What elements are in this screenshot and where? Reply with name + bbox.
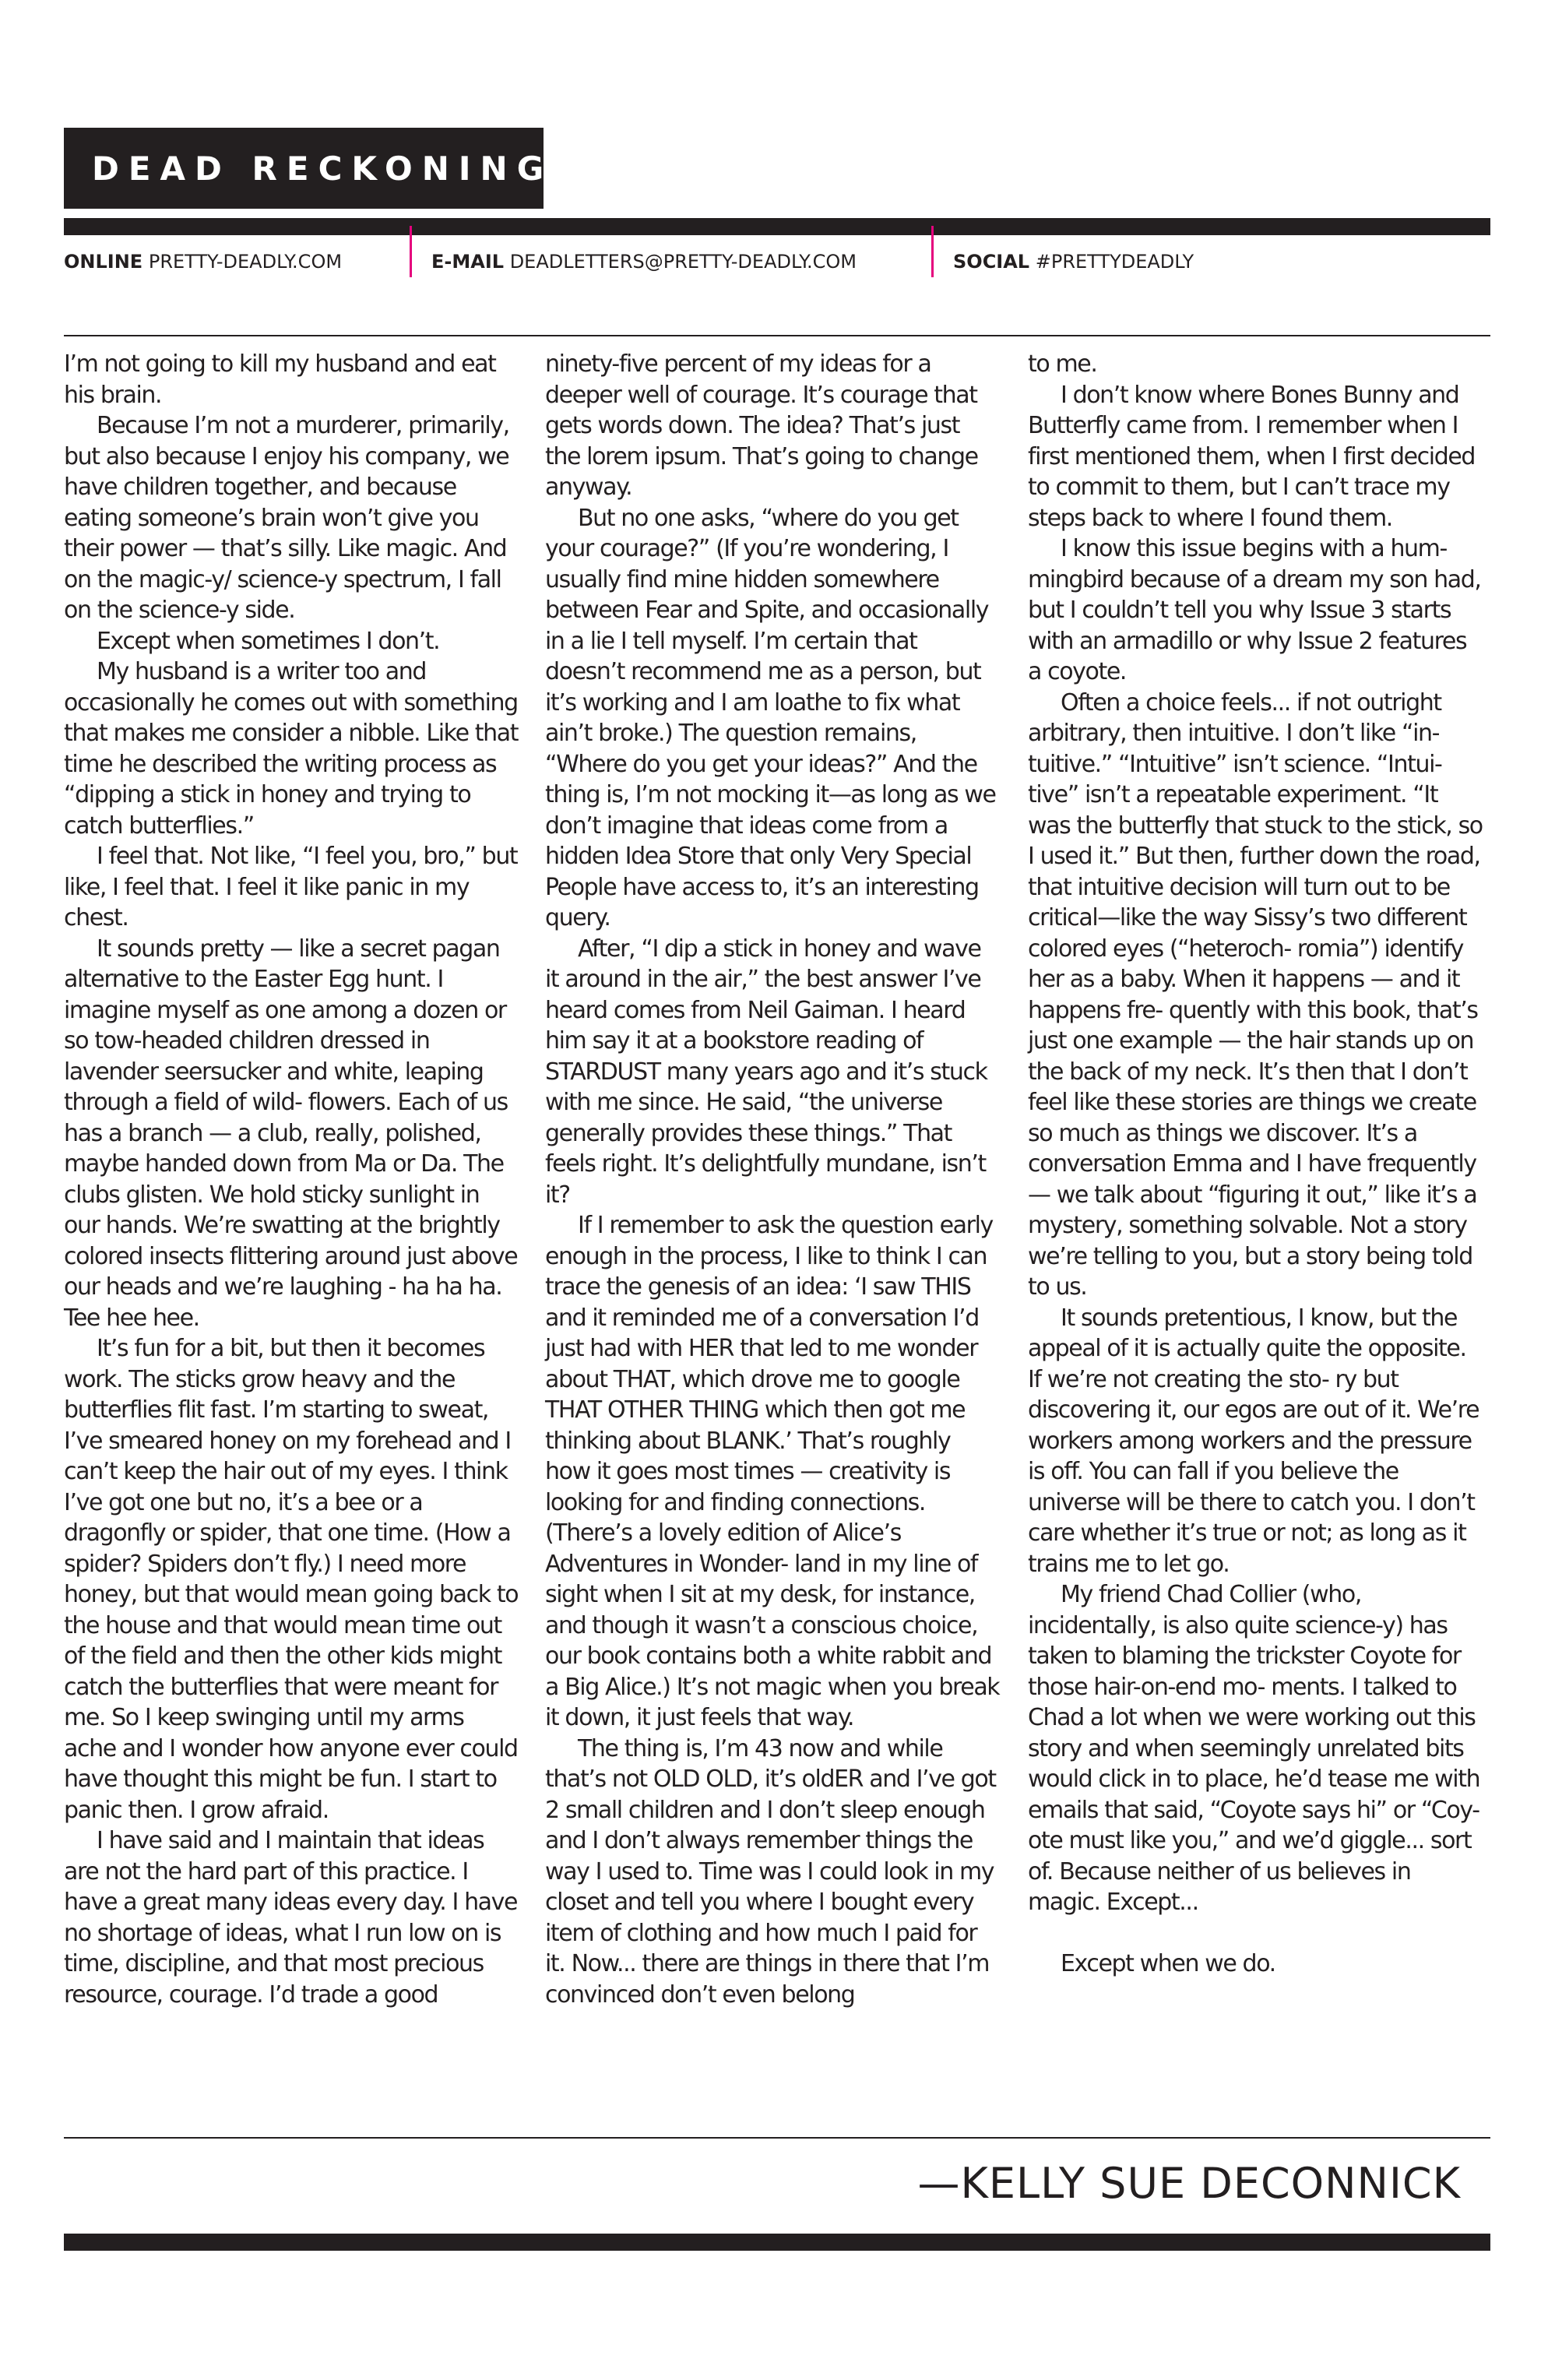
paragraph: Often a choice feels... if not outright arbitrary, then intuitive. I don’t like “in- tuitive.” “Intuitive” isn’t science. “Intui- tive” isn’t a repeatable experiment. “It was the butterfly that stuck to the stick, so I used it.” But then, further down the road, that intuitive decision will turn out to be critical—like the way Sissy’s two different colored eyes (“heteroch- romia”) identify her as a baby. When it happens — and it happens fre- quently with this book, that’s just one example — the hair stands up on the back of my neck. It’s then that I don’t feel like these stories are things we create so much as things we discover. It’s a conversation Emma and I have frequently — we talk about “figuring it out,” like it’s a mystery, something solvable. Not a story we’re telling to you, but a story being told to us.: [1028, 688, 1483, 1301]
paragraph: I have said and I maintain that ideas are not the hard part of this practice. I have a great many ideas every day. I have no shortage of ideas, what I run low on is time, discipline, and that most precious resource, courage. I’d trade a good: [64, 1827, 518, 2009]
paragraph: Except when we do.: [1061, 1950, 1275, 1977]
article-column-1: [64, 349, 519, 2010]
paragraph: I know this issue begins with a hum- mingbird because of a dream my son had, but I couldn’t tell you why Issue 3 starts with an armadillo or why Issue 2 features a coyote.: [1028, 535, 1481, 685]
paragraph: If I remember to ask the question early enough in the process, I like to think I can trace the genesis of an idea: ‘I saw THIS and it reminded me of a conversation I’d just had with HER that led to me wonder about THAT, which drove me to google THAT OTHER THING which then got me thinking about BLANK.’ That’s roughly how it goes most times — creativity is looking for and finding connections. (There’s a lovely edition of Alice’s Adventures in Wonder- land in my line of sight when I sit at my desk, for instance, and though it wasn’t a conscious choice, our book contains both a white rabbit and a Big Alice.) It’s not magic when you break it down, it just feels that way.: [545, 1212, 1000, 1731]
social-contact: [953, 251, 1194, 273]
online-label: ONLINE: [64, 251, 143, 273]
email-label: E-MAIL: [431, 251, 505, 273]
paragraph: The thing is, I’m 43 now and while that’s not OLD OLD, it’s oldER and I’ve got 2 small children and I don’t sleep enough and I don’t always remember things the way I used to. Time was I could look in my closet and tell you where I bought every item of clothing and how much I paid for it. Now... there are things in there that I’m convinced don’t even belong: [545, 1734, 996, 2009]
paragraph: Except when sometimes I don’t.: [97, 627, 440, 655]
paragraph: ninety-five percent of my ideas for a deeper well of courage. It’s courage that gets words down. The idea? That’s just the lorem ipsum. That’s going to change anyway.: [545, 350, 978, 501]
paragraph: I feel that. Not like, “I feel you, bro,” but like, I feel that. I feel it like panic in my chest.: [64, 843, 518, 931]
paragraph: After, “I dip a stick in honey and wave it around in the air,” the best answer I’ve heard comes from Neil Gaiman. I heard him say it at a bookstore reading of STARDUST many years ago and it’s stuck with me since. He said, “the universe generally provides these things.” That feels right. It’s delightfully mundane, isn’t it?: [545, 935, 987, 1209]
social-label: SOCIAL: [953, 251, 1030, 273]
paragraph: Because I’m not a murderer, primarily, but also because I enjoy his company, we have children together, and because eating someone’s brain won’t give you their power — that’s silly. Like magic. And on the magic-y/ science-y spectrum, I fall on the science-y side.: [64, 412, 509, 624]
paragraph: It’s fun for a bit, but then it becomes work. The sticks grow heavy and the butterflies flit fast. I’m starting to sweat, I’ve smeared honey on my forehead and I can’t keep the hair out of my eyes. I think I’ve got one but no, it’s a bee or a dragonfly or spider, that one time. (How a spider? Spiders don’t fly.) I need more honey, but that would mean going back to the house and that would mean time out of the field and then the other kids might catch the butterflies that were meant for me. So I keep swinging until my arms ache and I wonder how anyone ever could have thought this might be fun. I start to panic then. I grow afraid.: [64, 1335, 519, 1824]
author-signature: —KELLY SUE DECONNICK: [917, 2159, 1461, 2208]
paragraph: It sounds pretentious, I know, but the appeal of it is actually quite the opposite. If we’re not creating the sto- ry but discovering it, our egos are out of it. We’re workers among workers and the pressure is off. You can fall if you believe the universe will be there to catch you. I don’t care whether it’s true or not; as long as it trains me to let go.: [1028, 1304, 1479, 1578]
header-bar: [64, 218, 1490, 235]
contact-separator: [931, 226, 934, 277]
social-hashtag[interactable]: #PRETTYDEADLY: [1035, 251, 1194, 273]
paragraph: I don’t know where Bones Bunny and Butterfly came from. I remember when I first mentioned them, when I first decided to commit to them, but I can’t trace my steps back to where I found them.: [1028, 381, 1476, 532]
online-contact: [64, 251, 342, 273]
paragraph: But no one asks, “where do you get your courage?” (If you’re wondering, I usually find mine hidden somewhere between Fear and Spite, and occasionally in a lie I tell myself. I’m certain that doesn’t recommend me as a person, but it’s working and I am loathe to fix what ain’t broke.) The question remains, “Where do you get your ideas?” And the thing is, I’m not mocking it—as long as we don’t imagine that ideas come from a hidden Idea Store that only Very Special People have access to, it’s an interesting query.: [545, 504, 996, 931]
section-title: DEAD RECKONING: [92, 150, 554, 188]
article-column-2: [545, 349, 1000, 2010]
top-divider: [64, 335, 1490, 336]
footer-bar: [64, 2234, 1490, 2251]
email-link[interactable]: DEADLETTERS@PRETTY-DEADLY.COM: [509, 251, 857, 273]
paragraph: My friend Chad Collier (who, incidentally, is also quite science-y) has taken to blaming the trickster Coyote for those hair-on-end mo- ments. I talked to Chad a lot when we were working out this story and when seemingly unrelated bits would click in to place, he’d tease me with emails that said, “Coyote says hi” or “Coy- ote must like you,” and we’d giggle... sort of. Because neither of us believes in magic. Except...: [1028, 1581, 1480, 1916]
article-column-3: [1028, 349, 1483, 1980]
paragraph: I’m not going to kill my husband and eat his brain.: [64, 350, 496, 409]
paragraph: to me.: [1028, 350, 1097, 378]
contact-separator: [410, 226, 412, 277]
email-contact: [431, 251, 857, 273]
paragraph: It sounds pretty — like a secret pagan alternative to the Easter Egg hunt. I imagine myself as one among a dozen or so tow-headed children dressed in lavender seersucker and white, leaping through a field of wild- flowers. Each of us has a branch — a club, really, polished, maybe handed down from Ma or Da. The clubs glisten. We hold sticky sunlight in our hands. We’re swatting at the brightly colored insects flittering around just above our heads and we’re laughing - ha ha ha. Tee hee hee.: [64, 935, 518, 1332]
online-link[interactable]: PRETTY-DEADLY.COM: [148, 251, 343, 273]
section-title-box: [64, 128, 554, 209]
paragraph: My husband is a writer too and occasionally he comes out with something that makes me consider a nibble. Like that time he described the writing process as “dipping a stick in honey and trying to catch butterflies.”: [64, 658, 519, 840]
bottom-divider: [64, 2137, 1490, 2139]
